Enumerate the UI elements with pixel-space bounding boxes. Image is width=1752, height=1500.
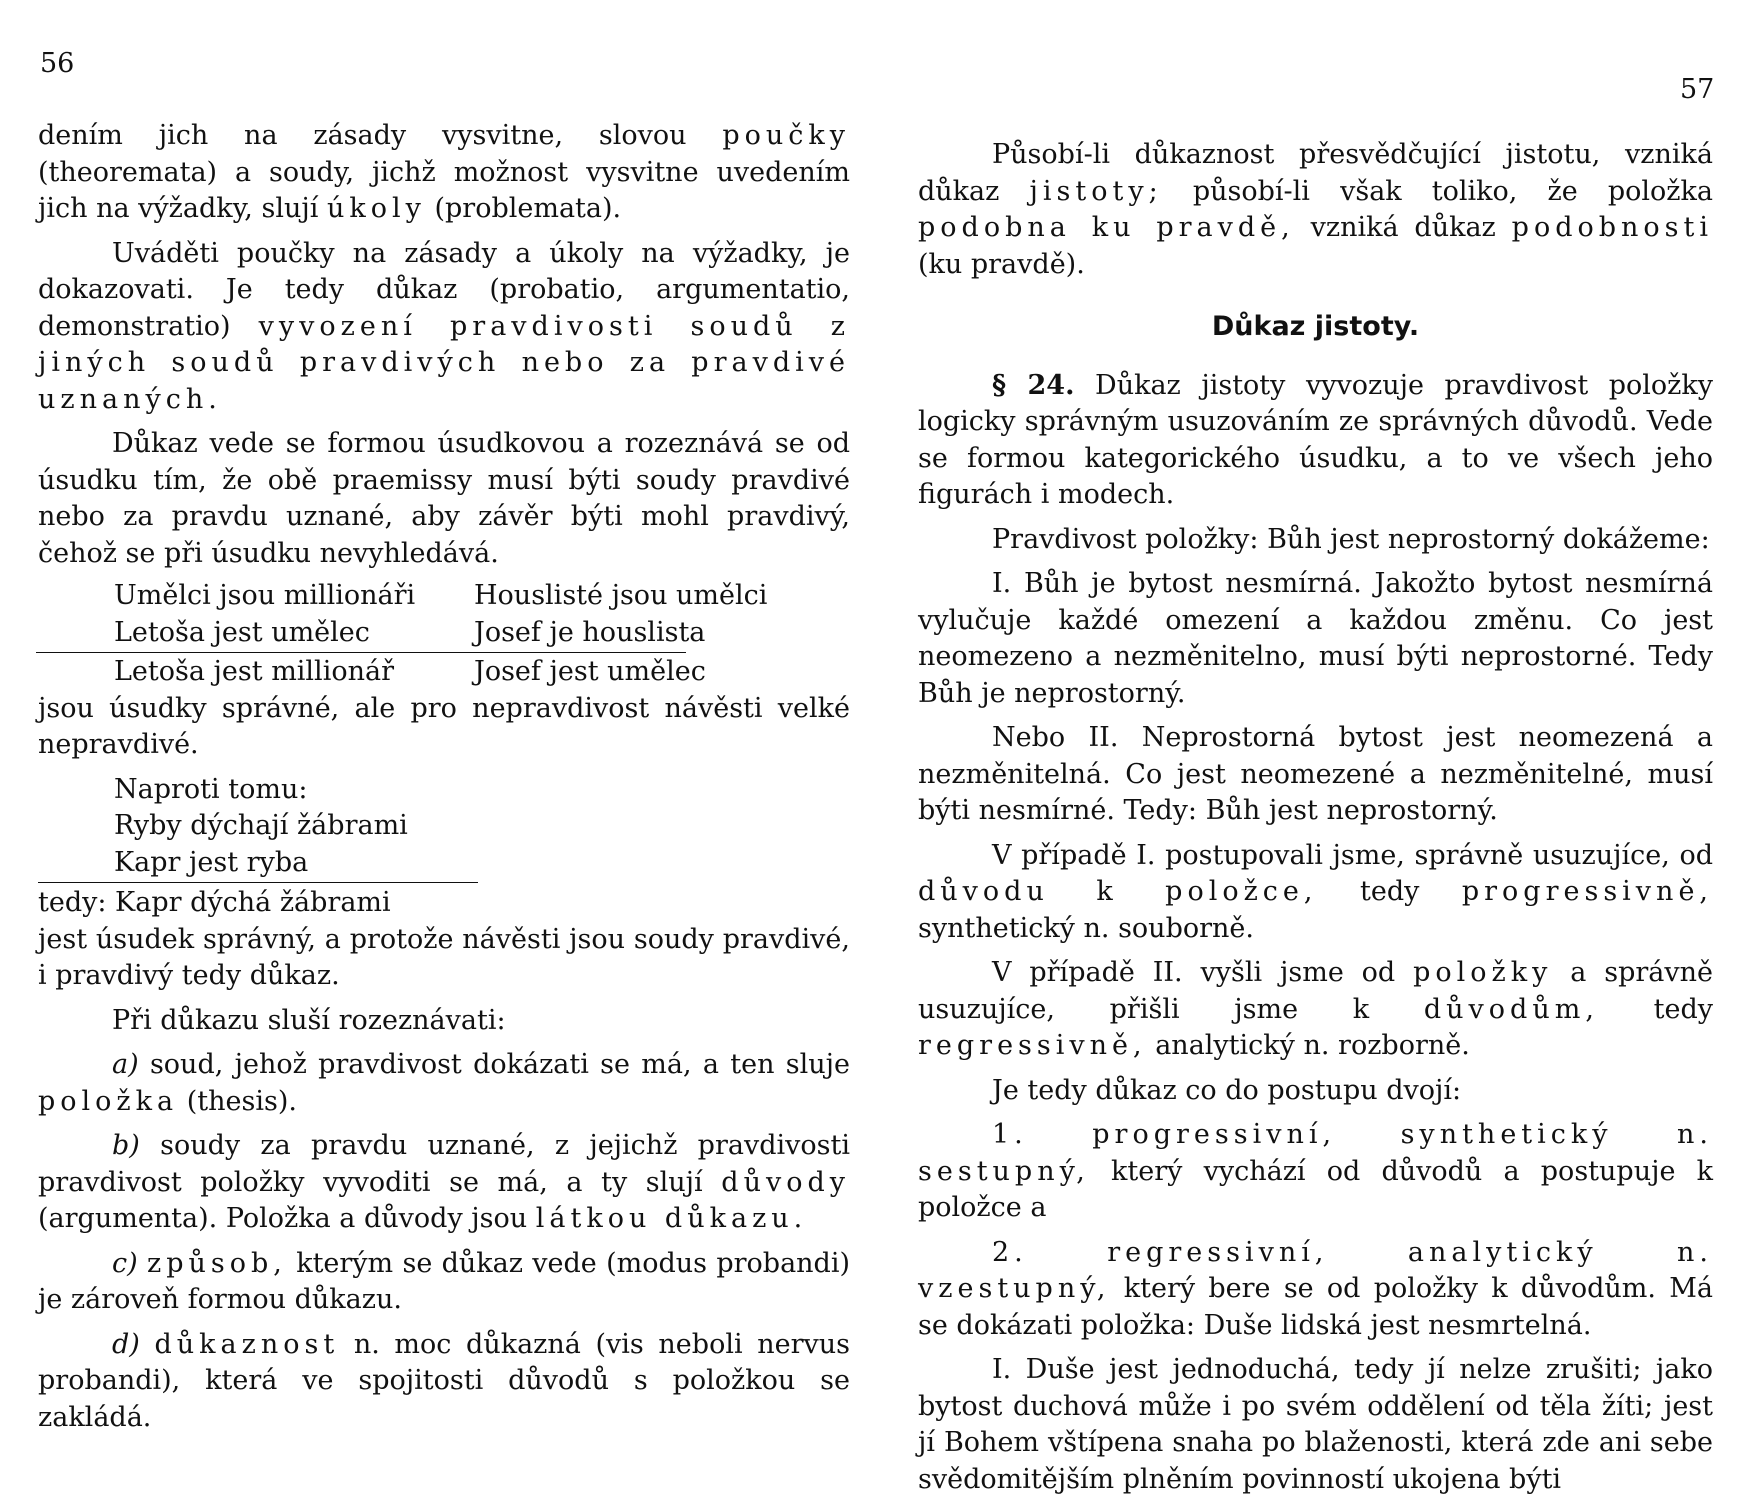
paragraph [918, 1352, 1713, 1498]
text-fragment: (theoremata) a soudy, jichž možnost vysvitne uvedením jich na výžadky, slují [38, 156, 850, 224]
text-fragment: který bere se od položky k důvodům. Má se dokázati položka: Duše lidská jest nesmrtelná. [918, 1273, 1713, 1341]
premise-major-a: Umělci jsou millionáři [114, 580, 416, 611]
item-label: c) [112, 1247, 138, 1279]
syllogism-conclusions [114, 654, 850, 691]
spaced-term: vyvození pravdivosti soudů z jiných soudů pravdivých nebo za pravdivé uznaných. [38, 310, 850, 415]
spaced-term: poučky [722, 120, 850, 151]
text-fragment: analytický n. rozborně. [1155, 1030, 1470, 1061]
left-page-text [38, 118, 850, 1436]
text-fragment: Působí-li důkaznost přesvědčující jistotu, vzniká důkaz [918, 139, 1713, 207]
text-fragment: kterým se důkaz vede (modus probandi) je zároveň formou důkazu. [38, 1247, 851, 1315]
premise-minor: Kapr jest ryba [114, 846, 309, 878]
section-number: § 24. [992, 369, 1075, 401]
text-fragment: V případě I. postupovali jsme, správně usuzujíce, od [992, 839, 1713, 871]
text-fragment: jsou úsudky správné, ale pro nepravdivost návěsti velké nepravdivé. [38, 692, 850, 760]
text-fragment: vzniká důkaz [1310, 212, 1496, 243]
paragraph [918, 720, 1713, 830]
syllogism-example [114, 578, 850, 651]
paragraph [918, 1117, 1713, 1227]
text-fragment: Pravdivost položky: Bůh jest neprostorný dokážeme: [992, 523, 1710, 555]
spaced-term: podobna ku pravdě, [918, 212, 1295, 243]
spaced-term: jistoty; [1029, 175, 1163, 207]
paragraph [918, 838, 1713, 948]
spaced-term: úkoly [326, 193, 426, 224]
list-item-b [38, 1128, 850, 1238]
spaced-term: progressivně, [1461, 876, 1714, 907]
text-fragment: I. Bůh je bytost nesmírná. Jakožto bytost nesmírná vylučuje každé omezení a každou změnu. Co jest neomezeno a nezměnitelno, musí býti neprostorné. Tedy Bůh je neprostorný. [918, 568, 1713, 709]
spaced-term: položka [38, 1085, 179, 1117]
text-fragment: soudy za pravdu uznané, z jejichž pravdivosti pravdivost položky vyvoditi se má, a ty slují [38, 1130, 850, 1198]
paragraph [38, 236, 850, 419]
text-fragment: Při důkazu sluší rozeznávati: [112, 1004, 506, 1036]
item-label: a) [112, 1049, 139, 1080]
text-fragment: Uváděti poučky na zásady a úkoly na výžadky, je dokazovati. Je tedy důkaz (probatio, argumentatio, demonstratio) [38, 237, 850, 342]
text-fragment: který vychází od důvodů a postupuje k položce a [918, 1155, 1713, 1223]
conclusion: tedy: Kapr dýchá žábrami [38, 887, 391, 918]
text-fragment: (thesis). [186, 1085, 297, 1117]
spaced-term: 1. progressivní, synthetický n. sestupný, [918, 1119, 1713, 1187]
text-fragment: tedy [1653, 993, 1713, 1025]
text-fragment: jest úsudek správný, a protože návěsti jsou soudy pravdivé, i pravdivý tedy důkaz. [38, 923, 850, 991]
paragraph [918, 955, 1713, 1065]
premise-major-b: Houslisté jsou umělci [474, 580, 768, 611]
premise-minor-a: Letoša jest umělec [114, 616, 370, 648]
list-item-c [38, 1246, 850, 1319]
paragraph [38, 118, 850, 228]
paragraph [918, 566, 1713, 712]
text-fragment: (ku pravdě). [918, 248, 1085, 280]
premise-major: Ryby dýchají žábrami [114, 810, 408, 841]
paragraph [38, 426, 850, 572]
page-number-left: 56 [40, 48, 75, 79]
syllogism-rule [38, 882, 478, 883]
text-fragment: (argumenta). Položka a důvody jsou [38, 1203, 528, 1234]
premise-minor-b: Josef je houslista [474, 616, 706, 648]
text-fragment: působí-li však toliko, že položka [1192, 175, 1713, 207]
section-heading: Důkaz jistoty. [1211, 311, 1420, 342]
text-fragment: n. moc důkazná (vis neboli nervus probandi), která ve spojitosti důvodů s položkou se zakládá. [38, 1328, 850, 1433]
paragraph [918, 137, 1713, 283]
text-fragment: synthetický n. souborně. [918, 912, 1254, 944]
spaced-term: 2. regressivní, analytický n. vzestupný, [918, 1236, 1713, 1304]
syllogism-rule [36, 652, 686, 653]
text-fragment: (problemata). [434, 193, 622, 224]
spaced-term: důvodu k položce, [918, 876, 1318, 907]
syllogism-intro: Naproti tomu: [114, 773, 308, 805]
conclusion-a: Letoša jest millionář [114, 656, 394, 687]
text-fragment: I. Duše jest jednoduchá, tedy jí nelze zrušiti; jako bytost duchová může i po svém oddělení od těla žíti; jest jí Bohem vštípena snaha po blaženosti, která zde ani sebe svědomitějším plněním povinností ukojena býti [918, 1354, 1713, 1495]
text-fragment: ením jich na zásady vysvitne, slovou [55, 120, 687, 151]
spaced-term: položky [1413, 957, 1553, 988]
spaced-term: látkou důkazu. [535, 1203, 808, 1234]
spaced-term: podobnosti [1511, 212, 1714, 243]
syllogism-conclusion [114, 654, 850, 691]
list-item-d [38, 1327, 850, 1437]
text-fragment: Je tedy důkaz co do postupu dvojí: [992, 1074, 1462, 1106]
text-fragment: Důkaz jistoty vyvozuje pravdivost položky logicky správným usuzováním ze správných důvodů. Vede se formou kategorického úsudku, a to ve všech jeho figurách i modech. [918, 369, 1713, 510]
spaced-term: důvody [721, 1166, 850, 1198]
item-label: b) [112, 1130, 140, 1161]
text-fragment: Důkaz vede se formou úsudkovou a rozeznává se od úsudku tím, že obě praemissy musí býti soudy pravdivé nebo za pravdu uznané, aby závěr býti mohl pravdivý, čehož se při úsudku nevyhledává. [38, 428, 850, 569]
spaced-term: důvodům, [1423, 993, 1599, 1025]
right-page-text [918, 137, 1713, 1498]
spaced-term: způsob, [146, 1247, 287, 1279]
spaced-term: regressivně, [918, 1030, 1147, 1061]
paragraph [918, 368, 1713, 514]
text-fragment: soud, jehož pravdivost dokázati se má, a ten sluje [149, 1049, 850, 1080]
paragraph [918, 1235, 1713, 1345]
text-fragment: Nebo II. Neprostorná bytost jest neomezená a nezměnitelná. Co jest neomezené a nezměnitelné, musí býti nesmírné. Tedy: Bůh jest neprostorný. [918, 722, 1713, 826]
syllogism-premises [114, 578, 850, 651]
page-number-right: 57 [1680, 74, 1715, 105]
text-fragment: tedy [1359, 876, 1420, 907]
paragraph [38, 1003, 850, 1040]
paragraph [918, 1073, 1713, 1110]
paragraph [918, 522, 1713, 559]
spaced-term: důkaznost [154, 1328, 340, 1360]
list-item-a [38, 1047, 850, 1120]
item-label: d) [112, 1328, 140, 1360]
conclusion-b: Josef jest umělec [474, 656, 706, 687]
paragraph [38, 691, 850, 764]
text-fragment: a správně usuzujíce, přišli jsme k [918, 957, 1713, 1025]
paragraph [38, 922, 850, 995]
text-fragment: d [38, 120, 56, 151]
text-fragment: V případě II. vyšli jsme od [992, 957, 1396, 988]
